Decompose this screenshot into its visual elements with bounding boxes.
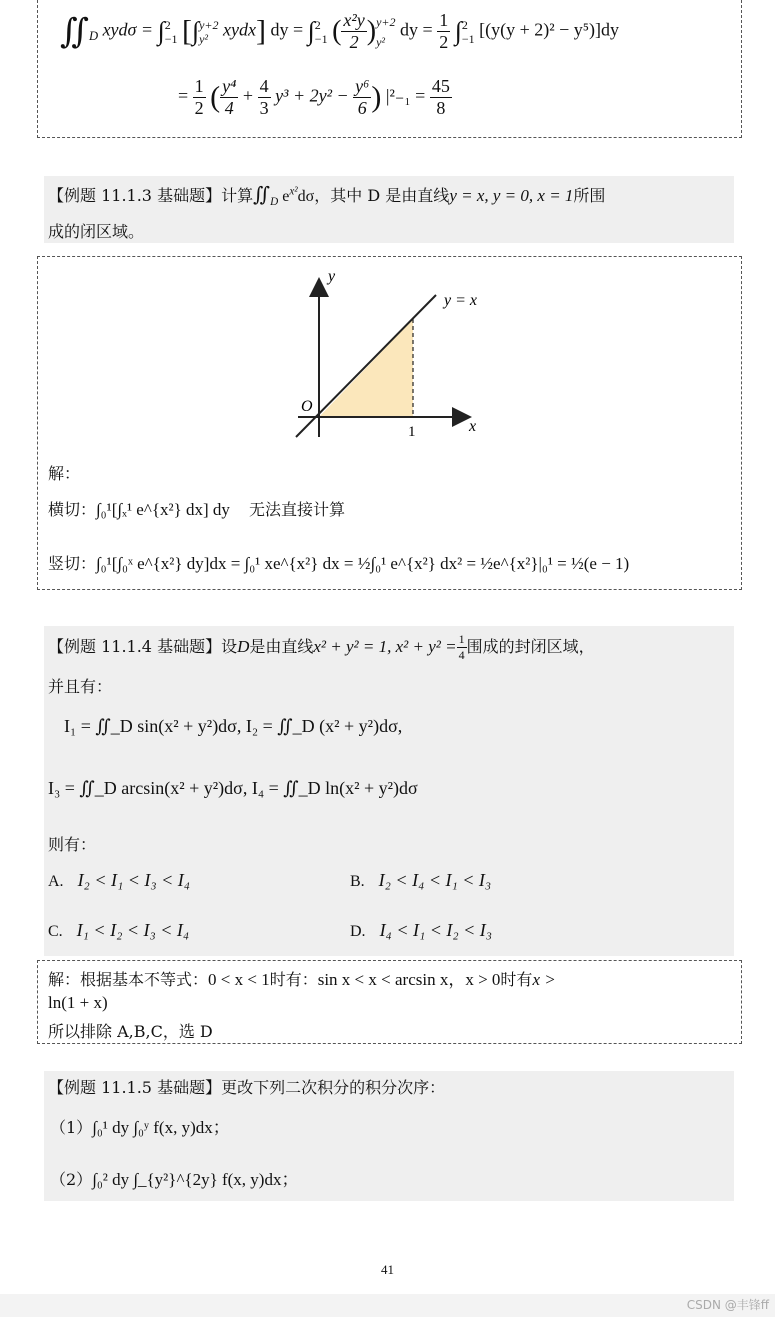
footer-bar bbox=[0, 1294, 775, 1317]
solution-box-3 bbox=[37, 960, 742, 1044]
x-axis-label: x bbox=[469, 418, 477, 435]
example-label: 【例题 11.1.5 基础题】 bbox=[48, 1078, 222, 1097]
integral-I1-I2: I₁ = ∬_D sin(x² + y²)dσ, I₂ = ∬_D (x² + y²)dσ, bbox=[64, 716, 403, 736]
example-line-1: 【例题 11.1.4 基础题】设D是由直线x² + y² = 1, x² + y² = $\frac{1}{4}$ 围成的封闭区域， bbox=[48, 632, 595, 662]
line-label: y = x bbox=[444, 292, 477, 309]
example-line-2: 成的闭区域。 bbox=[48, 222, 145, 241]
example-label: 【例题 11.1.4 基础题】 bbox=[48, 637, 222, 656]
region-diagram bbox=[38, 257, 743, 457]
example-label: 【例题 11.1.3 基础题】 bbox=[48, 186, 222, 205]
example-item-2: （2）∫₀² dy ∫_{y²}^{2y} f(x, y)dx； bbox=[50, 1170, 299, 1189]
integral-I3-I4: I₃ = ∬_D arcsin(x² + y²)dσ, I₄ = ∬_D ln(x² + y²)dσ bbox=[48, 778, 418, 798]
solution-line-2: ln(1 + x) bbox=[48, 993, 108, 1012]
solution-line-1: 解：根据基本不等式：0 < x < 1时有：sin x < x < arcsin x，x > 0时有x > bbox=[48, 970, 556, 989]
example-line-1: 【例题 11.1.3 基础题】计算$∬_D$ $e^{x^2}d\sigma$，其中 D 是由直线y = x, y = 0, x = 1所围 bbox=[48, 184, 606, 209]
watermark: CSDN @丰锋ff bbox=[686, 1298, 769, 1312]
y-axis-label: y bbox=[328, 268, 336, 285]
vertical-cut-line: 竖切：∫₀¹[∫₀ˣ e^{x²} dy]dx = ∫₀¹ xe^{x²} dx = ½∫₀¹ e^{x²} dx² = ½e^{x²}|₀¹ = ½(e − 1) bbox=[48, 554, 630, 573]
solution-label: 解： bbox=[48, 464, 81, 483]
example-11-1-3 bbox=[44, 176, 734, 243]
option-b[interactable]: B. I₂ < I₄ < I₁ < I₃ bbox=[350, 870, 492, 890]
page-number: 41 bbox=[381, 1262, 394, 1277]
solution-box-2 bbox=[37, 256, 742, 590]
horizontal-cut-line: 横切：∫₀¹[∫ₓ¹ e^{x²} dx] dy 无法直接计算 bbox=[48, 500, 345, 519]
tick-label-1: 1 bbox=[408, 424, 416, 440]
example-11-1-5 bbox=[44, 1071, 734, 1201]
solution-line-3: 所以排除 A,B,C，选 D bbox=[48, 1022, 213, 1041]
option-c[interactable]: C. I₁ < I₂ < I₃ < I₄ bbox=[48, 920, 190, 940]
example-item-1: （1）∫₀¹ dy ∫₀ʸ f(x, y)dx； bbox=[50, 1118, 230, 1137]
example-line-1: 【例题 11.1.5 基础题】更改下列二次积分的积分次序： bbox=[48, 1078, 446, 1097]
example-11-1-4 bbox=[44, 626, 734, 956]
option-a[interactable]: A. I₂ < I₁ < I₃ < I₄ bbox=[48, 870, 191, 890]
formula-line-2: = $\frac{1}{2}$ ( $\frac{\text{y⁴}}{4}$ + $\frac{4}{3}$ y³ + 2y² − $\frac{\text{y⁶}}{6}$ ) |²₋₁ = $\frac{45}{8}$ bbox=[178, 76, 450, 118]
formula-line-1: $∬_D$ xydσ = ∫ 2 −1 [∫ y+2 y² xydx] dy = ∫ 2 −1 ( $\frac{\text{x²y}}{2}$ ) y+2 y² dy = $\frac{1}{2}$ ∫ 2 −1 [(y(y + 2)² − y⁵)]dy bbox=[60, 10, 620, 52]
option-d[interactable]: D. I₄ < I₁ < I₂ < I₃ bbox=[350, 920, 493, 940]
then-label: 则有： bbox=[48, 835, 97, 854]
example-line-2: 并且有： bbox=[48, 677, 113, 696]
solution-box-1 bbox=[37, 0, 742, 138]
origin-label: O bbox=[301, 398, 313, 415]
